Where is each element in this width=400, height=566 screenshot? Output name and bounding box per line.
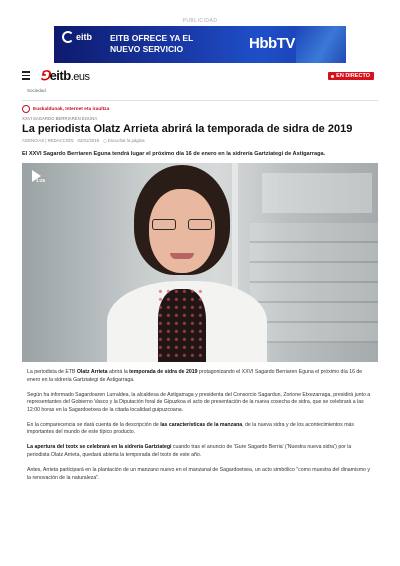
live-button[interactable]: EN DIRECTO [328,72,374,80]
p1-text-c: abrirá la [107,369,130,375]
ad-line-2: NUEVO SERVICIO [110,44,184,54]
video-player[interactable] [22,163,378,362]
hamburger-menu-icon[interactable] [22,71,30,82]
ad-eitb-logo [62,31,92,43]
ad-line-1: EITB OFRECE YA EL [110,33,194,43]
p1-text-e: protagonizando el XXVI Sagardo Berriaren Eguna el próximo día 16 de enero en la sidrería Gartziategi de Astigarraga. [27,369,363,383]
section-label[interactable]: Sociedad [27,88,46,93]
paragraph-5: Antes, Arrieta participará en la plantación de un manzano nuevo en el manzanal de Sagardoetxea, un acto simbólico "como muestra del dinamismo y la renovación de la naturaleza". [27,466,370,481]
eitb-logo-mark-icon: ⅁ [40,68,50,83]
p1-text-a: La periodista de ETB [27,369,77,375]
ad-light-streak [296,26,346,63]
site-header [22,68,374,86]
logo-name: eitb [49,68,71,83]
related-special-link[interactable] [22,105,109,113]
ad-text [110,33,193,55]
page-title: La periodista Olatz Arrieta abrirá la temporada de sidra de 2019 [22,123,353,135]
p4-text-b: cuando tras el anuncio de 'Gure Sagardo Berria' ('Nuestra nueva sidra') por la periodista Olatz Arrieta, quedará abierta la temporada del txotx de este año. [27,444,352,458]
p3-text-a: En la comparecencia se dará cuenta de la descripción de [27,421,161,428]
logo-domain: .eus [70,71,90,83]
author: AGENCIAS | REDACCIÓN [22,138,74,143]
paragraph-1 [27,369,375,384]
special-ring-icon [22,105,30,113]
paragraph-4 [27,444,375,459]
article-lead: El XXVI Sagardo Berriaren Eguna tendrá lugar el próximo día 16 de enero en la sidrería Gartziategi de Astigarraga. [22,151,326,157]
paragraph-3 [27,422,375,437]
date: 02/01/2019 [77,138,100,143]
paragraph-2: Según ha informado Sagardoaren Lurraldea, la alcaldesa de Astigarraga y presidenta del Consorcio Sagardun, Zorione Etxezarraga, presidirá junto a representantes del Gobierno Vasco y la Diputación foral de Gipuzkoa el acto de presentación de la nueva cosecha de sidra, que se celebrará a las 12:00 horas en la Sagardoetxea de la citada localidad guipuzcoana. [27,391,371,413]
hbbtv-ad-banner[interactable] [54,26,346,63]
p3-bold: las características de la manzana [160,421,243,428]
breadcrumb[interactable]: XXVI SAGARDO BERRIAREN EGUNA [22,116,98,121]
article-meta [22,138,144,143]
eitb-swoosh-icon [62,31,74,43]
ad-label: PUBLICIDAD [182,18,218,24]
ad-logo-text: eitb [76,32,93,42]
hbbtv-logo: HbbTV [249,35,295,52]
p1-bold-name: Olatz Arrieta [76,369,108,375]
related-special-label: Euskaldunak, Internet eta iraultza [33,106,110,112]
video-duration: 1:25 [36,178,46,183]
p4-bold: La apertura del txotx se celebrará en la sidrería Gartziategi [27,444,172,451]
p1-bold-season: temporada de sidra de 2019 [129,369,198,375]
video-thumbnail-person [102,163,272,362]
eitb-logo[interactable] [40,68,90,84]
p3-text-c: , de la nueva sidra y de los acontecimientos más importantes del mundo de este típico producto. [27,421,355,436]
header-divider [22,100,378,101]
article-body [27,369,375,489]
listen-page-button[interactable]: ◯ Escuchar la página [103,138,144,143]
video-bg-window [262,173,372,213]
